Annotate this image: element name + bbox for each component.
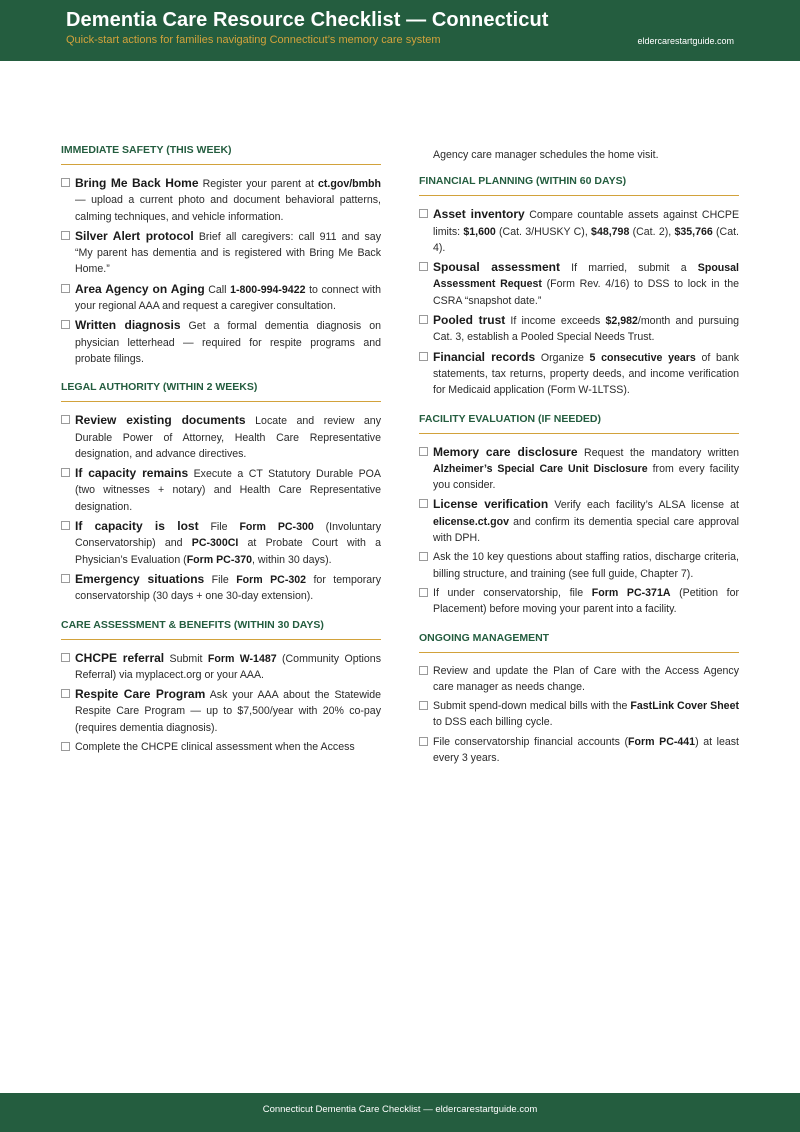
item-emphasis: Form PC-371A [591, 586, 671, 599]
checkbox[interactable] [61, 178, 70, 187]
checkbox[interactable] [61, 231, 70, 240]
item-text: Organize [535, 351, 590, 364]
item-text: Call [204, 283, 231, 296]
item-emphasis: Form PC-302 [236, 573, 307, 586]
item-text: Review and update the Plan of Care with the Access Agency care manager as needs change. [433, 664, 739, 693]
checklist-item [419, 496, 739, 546]
checkbox[interactable] [419, 552, 428, 561]
checklist-item [61, 175, 381, 225]
item-text: Register your parent at [198, 178, 319, 190]
item-text: , within 30 days). [252, 553, 332, 566]
item-emphasis: elicense.ct.gov [433, 515, 509, 528]
checklist-item [61, 571, 381, 605]
checklist [61, 650, 381, 756]
item-title: Review existing documents [75, 413, 246, 428]
item-emphasis: PC-300CI [191, 537, 239, 550]
checkbox[interactable] [419, 588, 428, 597]
item-text: at Probate Court with a Physician’s Evaluation ( [75, 537, 381, 566]
item-emphasis: $35,766 [674, 225, 713, 238]
checkbox[interactable] [419, 701, 428, 710]
checkbox[interactable] [61, 574, 70, 583]
checklist-item [419, 663, 739, 696]
checklist-item [61, 686, 381, 736]
section-heading: FINANCIAL PLANNING (WITHIN 60 DAYS) [419, 175, 739, 196]
item-emphasis: $2,982 [605, 315, 638, 328]
item-emphasis: Form PC-300 [239, 521, 314, 534]
item-emphasis: Spousal Assessment Request [433, 262, 739, 291]
item-emphasis: Form PC-370 [186, 553, 253, 566]
item-title: Written diagnosis [75, 318, 181, 333]
checklist-item [419, 444, 739, 494]
page-footer [0, 1093, 800, 1132]
footer-text: Connecticut Dementia Care Checklist — eldercarestartguide.com [262, 1104, 538, 1115]
section-heading: CARE ASSESSMENT & BENEFITS (WITHIN 30 DAYS) [61, 619, 381, 640]
item-title: Respite Care Program [75, 687, 206, 702]
section-heading: IMMEDIATE SAFETY (THIS WEEK) [61, 144, 381, 165]
item-text: File conservatorship financial accounts ( [433, 735, 629, 748]
item-emphasis: $48,798 [591, 225, 630, 238]
checklist [419, 206, 739, 398]
section-heading: ONGOING MANAGEMENT [419, 632, 739, 653]
checklist-item [419, 585, 739, 618]
item-emphasis: Form W-1487 [207, 652, 277, 665]
page-header [0, 0, 800, 61]
left-column [61, 144, 381, 769]
item-text: to connect with your regional AAA and request a caregiver consultation. [75, 283, 382, 313]
item-text: If income exceeds [505, 315, 606, 328]
item-text: File [204, 573, 237, 586]
item-emphasis: 1-800-994-9422 [230, 283, 306, 296]
checklist-item [61, 518, 381, 568]
item-title: Memory care disclosure [433, 444, 578, 459]
item-text: Compare countable assets against CHCPE limits: [433, 209, 740, 238]
item-title: Spousal assessment [433, 260, 560, 275]
item-emphasis: Form PC-441 [628, 735, 696, 748]
item-text: (Involuntary Conservatorship) and [75, 521, 381, 550]
checklist-item [61, 281, 381, 315]
item-text: Locate and review any Durable Power of Attorney, Health Care Representative designation, and advance directives. [75, 415, 381, 460]
checkbox[interactable] [61, 284, 70, 293]
page-title: Dementia Care Resource Checklist — Connecticut [66, 9, 549, 31]
item-title: Silver Alert protocol [75, 228, 194, 243]
item-emphasis: 5 consecutive years [589, 351, 696, 364]
checklist-item [419, 698, 739, 731]
checklist-item [61, 317, 381, 367]
checklist-item [61, 228, 381, 278]
checkbox[interactable] [61, 653, 70, 662]
item-text: from every facility you consider. [433, 462, 740, 492]
header-site-link: eldercarestartguide.com [637, 36, 734, 46]
item-title: Emergency situations [75, 571, 205, 586]
item-text: of bank statements, tax returns, property deeds, and income verification for Medicaid application (Form W-1LTSS). [433, 351, 740, 397]
item-text: Ask your AAA about the Statewide Respite Care Program — up to $7,500/year with 20% co-pay (requires dementia diagnosis). [75, 689, 381, 734]
item-text: ) at least every 3 years. [433, 735, 739, 765]
item-text: (Cat. 2), [629, 225, 675, 238]
continued-text: Agency care manager schedules the home visit. [433, 149, 659, 161]
item-emphasis: ct.gov/bmbh [318, 178, 381, 190]
checkbox[interactable] [419, 737, 428, 746]
checkbox[interactable] [419, 447, 428, 456]
item-text: Ask the 10 key questions about staffing ratios, discharge criteria, billing structure, and training (see full guide, Chapter 7). [433, 551, 739, 580]
checkbox[interactable] [61, 468, 70, 477]
item-text: for temporary conservatorship (30 days + one 30-day extension). [75, 573, 381, 603]
section-heading: FACILITY EVALUATION (IF NEEDED) [419, 413, 739, 434]
item-text: Submit spend-down medical bills with the [433, 700, 631, 713]
checklist-item [61, 650, 381, 684]
checkbox[interactable] [61, 320, 70, 329]
item-text: — upload a current photo and document behavioral patterns, calming techniques, and vehicle information. [75, 194, 381, 223]
section-heading: LEGAL AUTHORITY (WITHIN 2 WEEKS) [61, 381, 381, 402]
item-title: Bring Me Back Home [75, 176, 199, 190]
item-title: License verification [433, 497, 549, 512]
item-text: If under conservatorship, file [433, 586, 592, 599]
checklist-item [419, 734, 739, 767]
checkbox[interactable] [61, 742, 70, 751]
item-text: (Cat. 3/HUSKY C), [495, 225, 592, 238]
checklist-item [419, 312, 739, 346]
item-title: If capacity is lost [75, 519, 199, 534]
item-text: File [198, 521, 240, 534]
item-text: (Form Rev. 4/16) to DSS to lock in the CSRA “snapshot date.” [433, 278, 739, 307]
item-text: Request the mandatory written [577, 446, 739, 459]
item-title: Financial records [433, 349, 536, 364]
page-subtitle: Quick-start actions for families navigating Connecticut’s memory care system [66, 34, 441, 46]
checklist [419, 663, 739, 767]
item-title: Asset inventory [433, 207, 525, 222]
checklist-item [419, 349, 739, 399]
checkbox[interactable] [419, 499, 428, 508]
item-text: (Petition for Placement) before moving your parent into a facility. [433, 586, 739, 616]
item-text: (Community Options Referral) via myplacect.org or your AAA. [75, 652, 381, 681]
item-title: CHCPE referral [75, 650, 165, 665]
item-text: Execute a CT Statutory Durable POA (two witnesses + notary) and Health Care Representative designation. [75, 468, 381, 513]
checklist [61, 412, 381, 604]
item-text: Complete the CHCPE clinical assessment when the Access [75, 741, 355, 754]
item-text: /month and pursuing Cat. 3, establish a Pooled Special Needs Trust. [433, 315, 739, 344]
checkbox[interactable] [419, 666, 428, 675]
checklist [419, 444, 739, 618]
item-emphasis: $1,600 [463, 225, 496, 238]
item-text: and confirm its dementia special care approval with DPH. [433, 515, 739, 545]
checklist-item [61, 739, 381, 755]
checkbox[interactable] [61, 521, 70, 530]
checklist-item [419, 206, 739, 256]
checklist [61, 175, 381, 367]
checklist-item [61, 412, 381, 462]
checklist-item [61, 465, 381, 515]
item-title: If capacity remains [75, 466, 189, 481]
item-text: Get a formal dementia diagnosis on physician letterhead — required for respite programs and probate filings. [75, 320, 382, 365]
checkbox[interactable] [419, 262, 428, 271]
checkbox[interactable] [419, 209, 428, 218]
item-text: Submit [164, 652, 208, 665]
item-text: to DSS each billing cycle. [433, 716, 553, 729]
checkbox[interactable] [419, 352, 428, 361]
item-text: (Cat. 4). [433, 225, 739, 254]
item-text: If married, submit a [559, 262, 698, 275]
checkbox[interactable] [61, 689, 70, 698]
item-title: Pooled trust [433, 313, 506, 328]
item-emphasis: Alzheimer’s Special Care Unit Disclosure [433, 462, 648, 475]
item-text: Verify each facility’s ALSA license at [548, 499, 739, 512]
right-column [419, 147, 739, 780]
item-title: Area Agency on Aging [75, 281, 205, 296]
checklist-item [419, 259, 739, 309]
checkbox[interactable] [61, 415, 70, 424]
checkbox[interactable] [419, 315, 428, 324]
checklist-item [419, 549, 739, 582]
item-emphasis: FastLink Cover Sheet [630, 700, 739, 713]
item-text: Brief all caregivers: call 911 and say “My parent has dementia and is registered with Bring Me Back Home.” [75, 230, 381, 276]
